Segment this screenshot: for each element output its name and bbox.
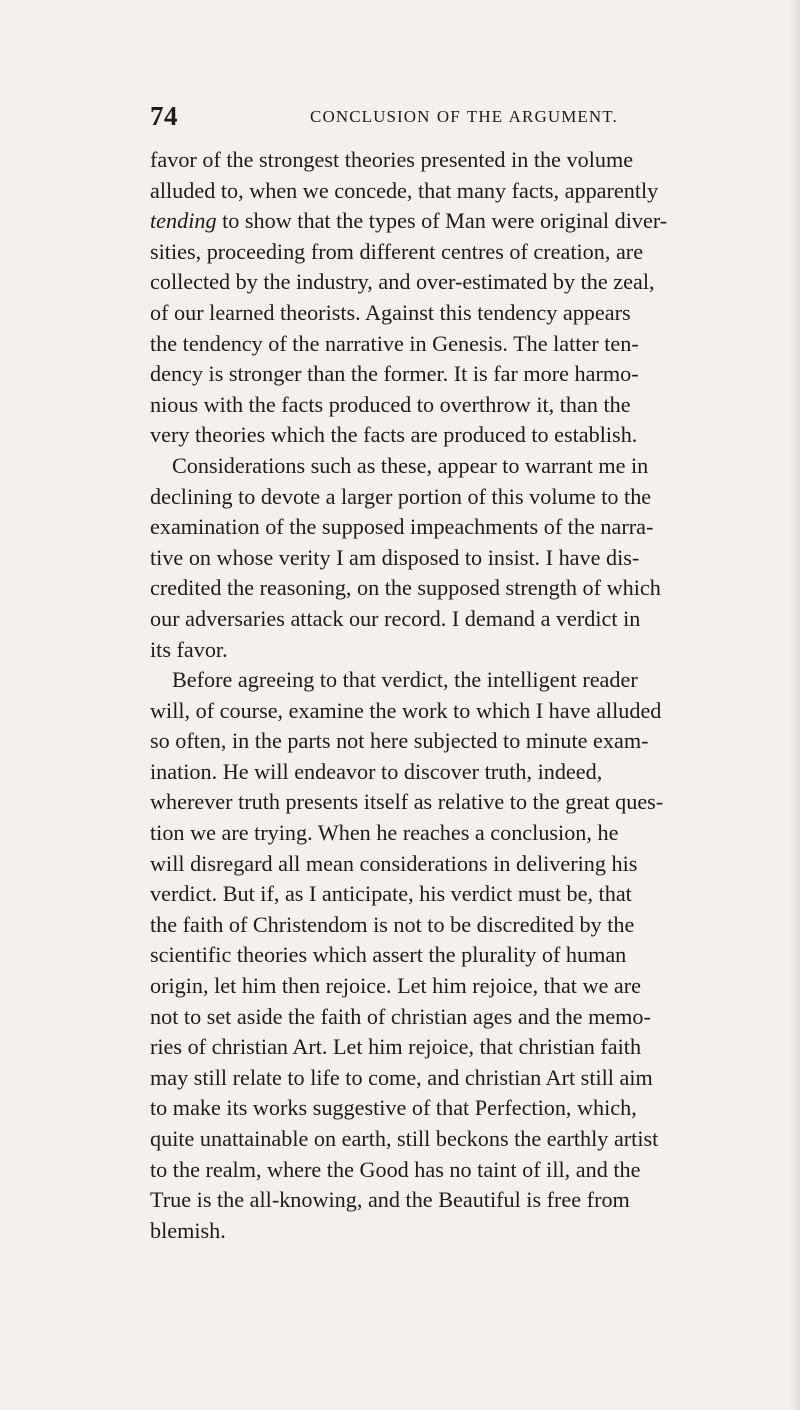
paragraph-start-line: Before agreeing to that verdict, the intelligent reader — [172, 667, 638, 693]
text-line: tive on whose verity I am disposed to insist. I have dis- — [150, 544, 640, 570]
page-edge-shadow — [790, 0, 800, 1410]
running-title: CONCLUSION OF THE ARGUMENT. — [310, 107, 618, 126]
text-line: nious with the facts produced to overthrow it, than the — [150, 391, 631, 417]
text-line: our adversaries attack our record. I demand a verdict in — [150, 605, 641, 631]
text-line: declining to devote a larger portion of this volume to the — [150, 483, 652, 509]
text-line: sities, proceeding from different centres of creation, are — [150, 238, 644, 264]
text-line: ination. He will endeavor to discover truth, indeed, — [150, 758, 603, 784]
text-line: dency is stronger than the former. It is far more harmo- — [150, 361, 639, 387]
text-line: blemish. — [150, 1217, 226, 1243]
text-line: scientific theories which assert the plurality of human — [150, 942, 627, 968]
text-line: collected by the industry, and over-estimated by the zeal, — [150, 269, 655, 295]
text-line: verdict. But if, as I anticipate, his verdict must be, that — [150, 881, 632, 907]
text-line: wherever truth presents itself as relative to the great ques- — [150, 789, 664, 815]
text-line: very theories which the facts are produced to establish. — [150, 422, 638, 448]
paragraph-start-line: Considerations such as these, appear to warrant me in — [172, 452, 649, 478]
page-number: 74 — [150, 101, 178, 131]
text-line: examination of the supposed impeachments of the narra- — [150, 514, 654, 540]
text-line: to make its works suggestive of that Perfection, which, — [150, 1095, 637, 1121]
text-line: of our learned theorists. Against this tendency appears — [150, 299, 631, 325]
text-line: quite unattainable on earth, still beckons the earthly artist — [150, 1126, 659, 1151]
text-line: True is the all-knowing, and the Beautiful is free from — [150, 1187, 630, 1213]
text-line: so often, in the parts not here subjected to minute exam- — [150, 728, 649, 754]
text-line: will, of course, examine the work to which I have alluded — [150, 697, 662, 723]
running-head — [150, 101, 762, 131]
text-line: favor of the strongest theories presented in the volume — [150, 147, 634, 172]
text-line: will disregard all mean considerations in delivering his — [150, 850, 638, 876]
text-line: not to set aside the faith of christian ages and the memo- — [150, 1003, 651, 1029]
text-line: tion we are trying. When he reaches a conclusion, he — [150, 820, 619, 846]
text-line: its favor. — [150, 636, 228, 662]
italic-word: tending — [150, 208, 217, 234]
text-line: may still relate to life to come, and christian Art still aim — [150, 1064, 653, 1090]
body-text — [150, 145, 764, 1246]
text-line: ries of christian Art. Let him rejoice, that christian faith — [150, 1034, 642, 1060]
text-line: the tendency of the narrative in Genesis. The latter ten- — [150, 330, 639, 356]
text-line: alluded to, when we concede, that many facts, apparently — [150, 177, 659, 203]
text-line: credited the reasoning, on the supposed strength of which — [150, 575, 661, 601]
text-line: to the realm, where the Good has no taint of ill, and the — [150, 1156, 641, 1182]
text-line-rest: to show that the types of Man were original diver- — [216, 208, 668, 234]
text-line: the faith of Christendom is not to be discredited by the — [150, 911, 635, 937]
text-line — [150, 206, 764, 237]
text-line: origin, let him then rejoice. Let him rejoice, that we are — [150, 973, 642, 999]
